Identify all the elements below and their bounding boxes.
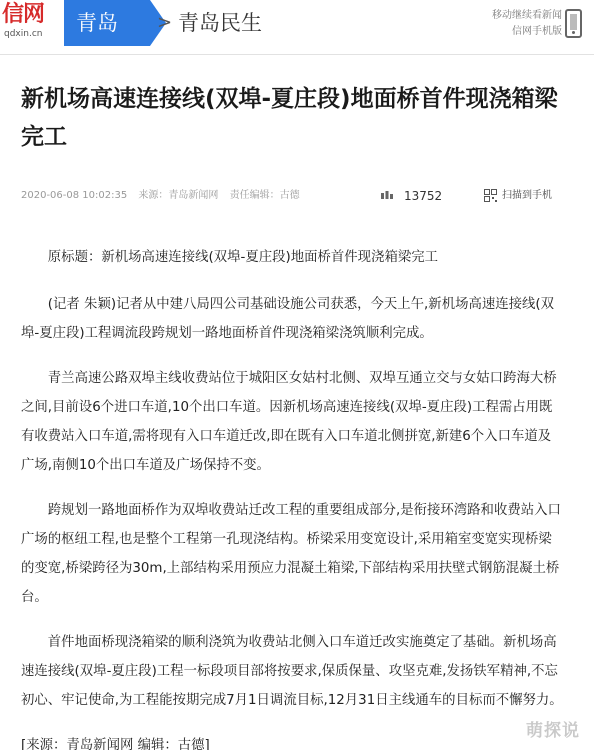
article-source: 来源：青岛新闻网	[138, 190, 219, 201]
mobile-phone-icon[interactable]	[565, 9, 582, 38]
city-tab[interactable]: 青岛	[64, 0, 150, 46]
mobile-promo[interactable]	[470, 8, 562, 40]
site-logo[interactable]	[0, 0, 58, 46]
article-title: 新机场高速连接线(双埠-夏庄段)地面桥首件现浇箱梁完工	[21, 86, 558, 150]
publish-date: 2020-06-08 10:02:35	[21, 190, 128, 201]
site-header	[0, 0, 594, 46]
qr-code-icon[interactable]	[484, 189, 497, 202]
article-editor: 责任编辑：古德	[229, 190, 300, 201]
paragraph: 青兰高速公路双埠主线收费站位于城阳区女姑村北侧、双埠互通立交与女姑口跨海大桥之间,目前设6个进口车道,10个出口车道。因新机场高速连接线(双埠-夏庄段)工程需占用既有收费站入口车道,需将现有入口车道迁改,即在既有入口车道北侧拼宽,新建6个入口车道及广场,南侧10个出口车道及广场保持不变。	[21, 371, 557, 473]
logo-domain: qdxin.cn	[4, 29, 43, 39]
paragraph: 首件地面桥现浇箱梁的顺利浇筑为收费站北侧入口车道迁改实施奠定了基础。新机场高速连接线(双埠-夏庄段)工程一标段项目部将按要求,保质保量、攻坚克难,发扬铁军精神,不忘初心、牢记使命,为工程能按期完成7月1日调流目标,12月31日主线通车的目标而不懈努力。	[21, 635, 563, 708]
channel-link[interactable]: 青岛民生	[178, 11, 262, 35]
promo-line-1: 移动继续看新闻	[492, 10, 562, 21]
article-footnote: [来源：青岛新闻网 编辑：古德]	[21, 738, 210, 750]
paragraph-original-title: 原标题：新机场高速连接线(双埠-夏庄段)地面桥首件现浇箱梁完工	[47, 250, 439, 265]
paragraph: (记者 朱颖)记者从中建八局四公司基础设施公司获悉，今天上午,新机场高速连接线(双埠-夏庄段)工程调流段跨规划一路地面桥首件现浇箱梁浇筑顺利完成。	[21, 297, 555, 341]
logo-text: 信网	[2, 2, 45, 27]
article-body	[21, 243, 563, 750]
paragraph: 跨规划一路地面桥作为双埠收费站迁改工程的重要组成部分,是衔接环湾路和收费站入口广场的枢纽工程,也是整个工程第一孔现浇结构。桥梁采用变宽设计,采用箱室变宽实现桥梁的变宽,桥梁跨径为30m,上部结构采用预应力混凝土箱梁,下部结构采用扶壁式钢筋混凝土桥台。	[21, 503, 561, 605]
view-count: 13752	[404, 189, 443, 203]
breadcrumb-separator: >	[157, 12, 173, 33]
promo-line-2: 信网手机版	[512, 26, 562, 37]
watermark: 萌探说	[526, 721, 580, 741]
eye-icon	[380, 190, 394, 200]
scan-to-phone-link[interactable]: 扫描到手机	[502, 190, 552, 201]
header-divider	[0, 54, 594, 55]
